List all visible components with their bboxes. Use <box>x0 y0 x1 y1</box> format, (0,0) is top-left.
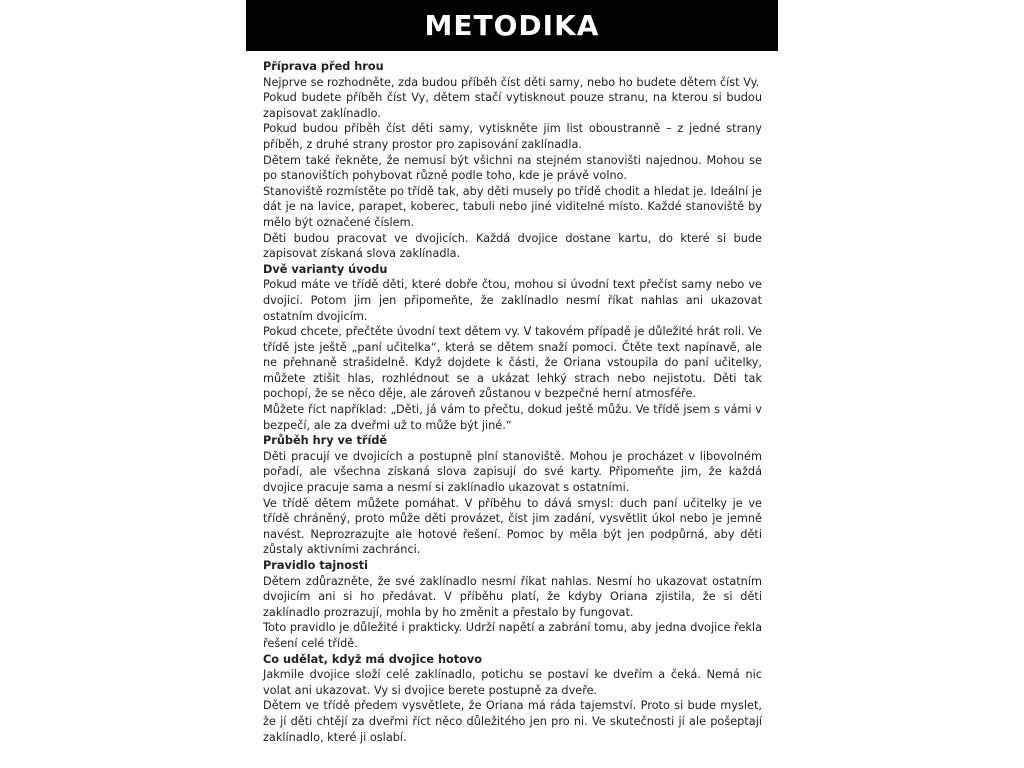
paragraph: Pokud chcete, přečtěte úvodní text dětem vy. V takovém případě je důležité hrát roli. Ve třídě jste ještě „paní učitelka“, která se dětem snaží pomoci. Čtěte text napínavě, ale ne přehnaně strašidelně. Když dojdete k části, že Oriana vstoupila do paní učitelky, můžete ztišit hlas, rozhlédnout se a ukázat lehký strach nebo nejistotu. Děti tak pochopí, že se něco děje, ale zároveň zůstanou v bezpečné herní atmosféře. <box>263 325 762 401</box>
paragraph: Dětem také řekněte, že nemusí být všichni na stejném stanovišti najednou. Mohou se po stanovištích pohybovat různě podle toho, kde je právě volno. <box>263 153 762 183</box>
paragraph: Nejprve se rozhodněte, zda budou příběh číst děti samy, nebo ho budete dětem číst Vy. <box>263 75 760 89</box>
paragraph: Ve třídě dětem můžete pomáhat. V příběhu to dává smysl: duch paní učitelky je ve třídě chráněný, proto může děti provázet, číst jim zadání, vysvětlit úkol nebo je jemně navést. Neprozrazujte ale hotové řešení. Pomoc by měla být jen podpůrná, aby děti zůstaly aktivními zachránci. <box>263 496 762 557</box>
paragraph: Dětem zdůrazněte, že své zaklínadlo nesmí říkat nahlas. Nesmí ho ukazovat ostatním dvojicím ani si ho předávat. V příběhu platí, že kdyby Oriana zjistila, že si děti zaklínadlo prozrazují, mohla by ho změnit a přestalo by fungovat. <box>263 574 762 619</box>
section-when-done <box>263 652 762 746</box>
paragraph: Toto pravidlo je důležité i prakticky. Udrží napětí a zabrání tomu, aby jedna dvojice řekla řešení celé třídě. <box>263 621 762 650</box>
paragraph: Můžete říct například: „Děti, já vám to přečtu, dokud ještě můžu. Ve třídě jsem s vámi v bezpečí, ale za dveřmi už to může být jiné.“ <box>263 403 762 432</box>
paragraph: Jakmile dvojice složí celé zaklínadlo, potichu se postaví ke dveřím a čeká. Nemá nic volat ani ukazovat. Vy si dvojice berete postupně za dveře. <box>263 668 762 697</box>
paragraph: Děti pracují ve dvojicích a postupně plní stanoviště. Mohou je procházet v libovolném pořadí, ale všechna získaná slova zapisují do své karty. Připomeňte jim, že každá dvojice pracuje sama a nesmí si zaklínadlo ukazovat s ostatními. <box>263 449 762 495</box>
section-heading: Příprava před hrou <box>263 60 384 73</box>
paragraph: Stanoviště rozmístěte po třídě tak, aby děti musely po třídě chodit a hledat je. Ideální je dát je na lavice, parapet, koberec, tabuli nebo jiné viditelné místo. Každé stanoviště by mělo být označené číslem. <box>263 184 762 229</box>
title-banner <box>246 0 778 51</box>
section-preparation <box>263 59 762 262</box>
section-secrecy-rule <box>263 558 762 652</box>
section-heading: Dvě varianty úvodu <box>263 262 388 276</box>
section-heading: Průběh hry ve třídě <box>263 434 388 448</box>
section-intro-variants <box>263 262 762 434</box>
section-heading: Co udělat, když má dvojice hotovo <box>263 652 483 666</box>
section-heading: Pravidlo tajnosti <box>263 559 369 572</box>
page-title: METODIKA <box>424 9 600 42</box>
document-page <box>246 0 778 768</box>
section-game-progress <box>263 433 762 558</box>
paragraph: Pokud budete příběh číst Vy, dětem stačí vytisknout pouze stranu, na kterou si budou zapisovat zaklínadlo. <box>263 91 762 120</box>
paragraph: Děti budou pracovat ve dvojicích. Každá dvojice dostane kartu, do které si bude zapisovat získaná slova zaklínadla. <box>263 231 762 261</box>
paragraph: Dětem ve třídě předem vysvětlete, že Oriana má ráda tajemství. Proto si bude myslet, že jí děti chtějí za dveřmi říct něco důležitého jen pro ni. Ve skutečnosti jí ale pošeptají zaklínadlo, které ji oslabí. <box>263 699 762 744</box>
paragraph: Pokud budou příběh číst děti samy, vytiskněte jim list oboustranně – z jedné strany příběh, z druhé strany prostor pro zapisování zaklínadla. <box>263 122 762 151</box>
document-body <box>263 59 762 745</box>
paragraph: Pokud máte ve třídě děti, které dobře čtou, mohou si úvodní text přečíst samy nebo ve dvojici. Potom jim jen připomeňte, že zaklínadlo nesmí říkat nahlas ani ukazovat ostatním dvojicím. <box>263 278 762 323</box>
